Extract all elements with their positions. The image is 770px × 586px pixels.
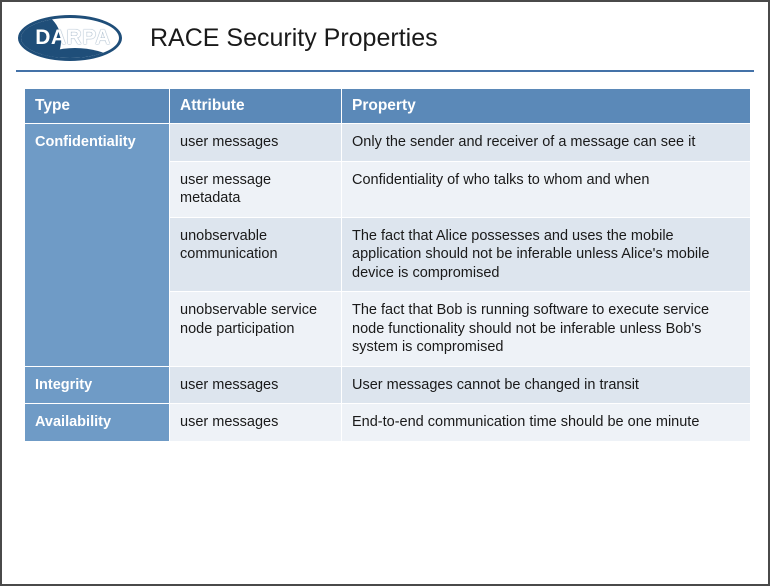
property-cell: The fact that Bob is running software to execute service node functionality should not be inferable unless Bob's system is compromised: [342, 292, 751, 367]
attribute-cell: user messages: [170, 404, 342, 442]
table-container: [24, 88, 746, 442]
page-title: RACE Security Properties: [150, 23, 438, 52]
column-header-attribute: Attribute: [170, 89, 342, 124]
type-cell-availability: Availability: [25, 404, 170, 442]
attribute-cell: unobservable service node participation: [170, 292, 342, 367]
slide-header: [2, 2, 768, 74]
header-divider: [16, 70, 754, 72]
property-cell: End-to-end communication time should be one minute: [342, 404, 751, 442]
attribute-cell: unobservable communication: [170, 217, 342, 292]
attribute-cell: user messages: [170, 124, 342, 162]
property-cell: User messages cannot be changed in transit: [342, 366, 751, 404]
property-cell: Only the sender and receiver of a message can see it: [342, 124, 751, 162]
security-properties-table: [24, 88, 751, 442]
type-cell-integrity: Integrity: [25, 366, 170, 404]
table-row: [25, 124, 751, 162]
column-header-type: Type: [25, 89, 170, 124]
table-row: [25, 404, 751, 442]
column-header-property: Property: [342, 89, 751, 124]
table-row: [25, 366, 751, 404]
property-cell: The fact that Alice possesses and uses the mobile application should not be inferable unless Alice's mobile device is compromised: [342, 217, 751, 292]
logo-text: DARPA: [35, 26, 111, 49]
table-header-row: [25, 89, 751, 124]
property-cell: Confidentiality of who talks to whom and when: [342, 161, 751, 217]
type-cell-confidentiality: Confidentiality: [25, 124, 170, 367]
attribute-cell: user message metadata: [170, 161, 342, 217]
attribute-cell: user messages: [170, 366, 342, 404]
darpa-logo: [18, 15, 122, 61]
